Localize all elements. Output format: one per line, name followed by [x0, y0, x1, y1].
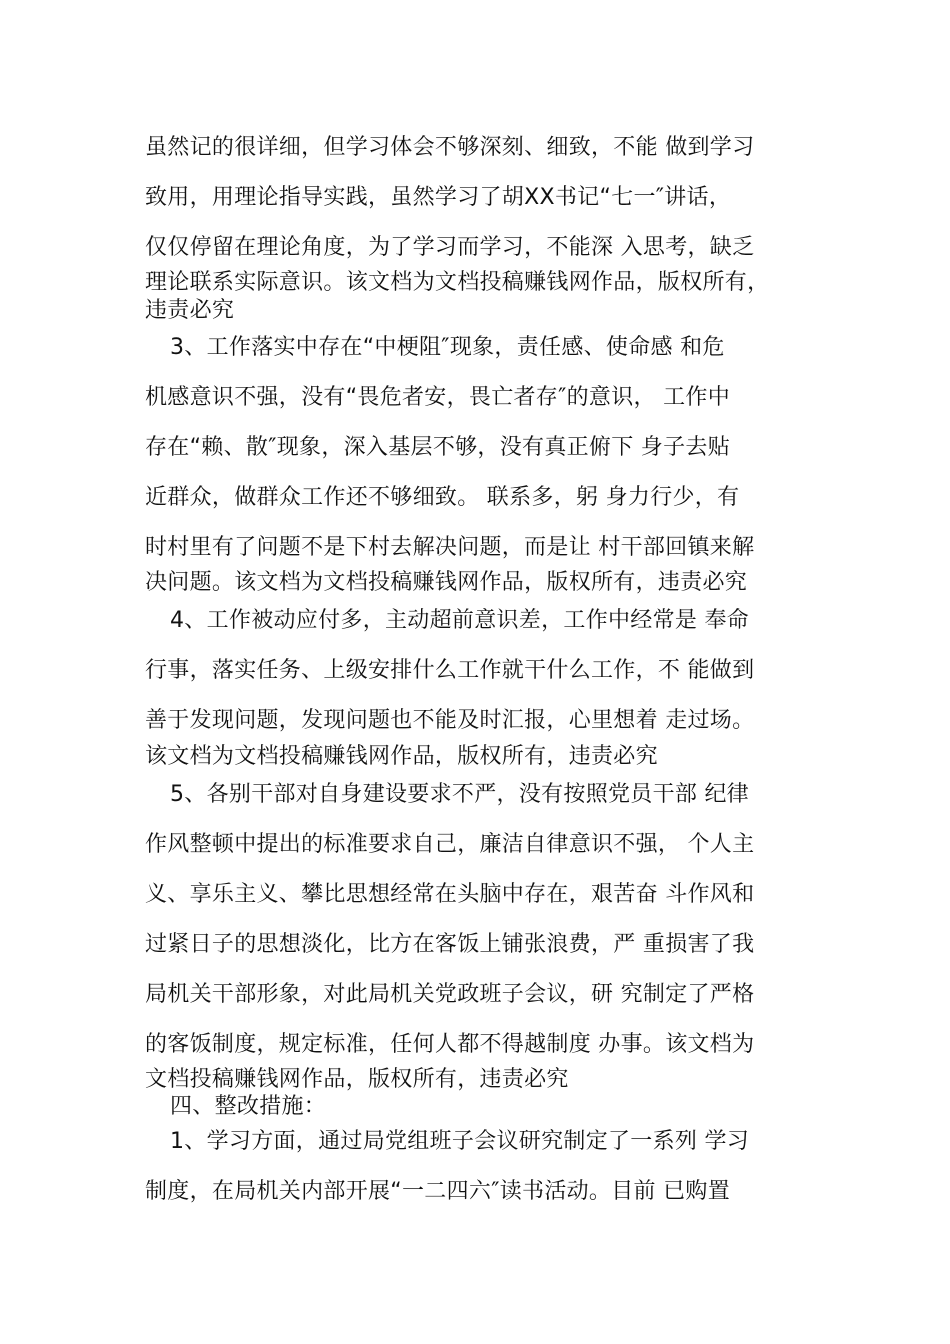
paragraph-line: 理论联系实际意识。该文档为文档投稿赚钱网作品，版权所有，: [145, 270, 770, 295]
paragraph-line: 的客饭制度，规定标准，任何人都不得越制度 办事。该文档为: [145, 1032, 755, 1057]
section-heading: 四、整改措施：: [170, 1094, 327, 1119]
paragraph-line: 制度，在局机关内部开展“一二四六″读书活动。目前 已购置: [145, 1179, 731, 1204]
paragraph-line: 5、各别干部对自身建设要求不严，没有按照党员干部 纪律: [170, 782, 750, 807]
paragraph-line: 机感意识不强，没有“畏危者安，畏亡者存″的意识， 工作中: [145, 385, 731, 410]
paragraph-line: 近群众，做群众工作还不够细致。 联系多，躬 身力行少，有: [145, 485, 740, 510]
paragraph-line: 时村里有了问题不是下村去解决问题，而是让 村干部回镇来解: [145, 535, 755, 560]
paragraph-line: 局机关干部形象，对此局机关党政班子会议，研 究制定了严格: [145, 982, 755, 1007]
paragraph-line: 文档投稿赚钱网作品，版权所有，违责必究: [145, 1067, 569, 1092]
paragraph-line: 1、学习方面，通过局党组班子会议研究制定了一系列 学习: [170, 1129, 750, 1154]
paragraph-line: 义、享乐主义、攀比思想经常在头脑中存在，艰苦奋 斗作风和: [145, 882, 755, 907]
paragraph-line: 决问题。该文档为文档投稿赚钱网作品，版权所有，违责必究: [145, 570, 748, 595]
paragraph-line: 作风整顿中提出的标准要求自己，廉洁自律意识不强， 个人主: [145, 832, 755, 857]
paragraph-line: 3、工作落实中存在“中梗阻″现象，责任感、使命感 和危: [170, 335, 725, 360]
paragraph-line: 善于发现问题，发现问题也不能及时汇报，心里想着 走过场。: [145, 708, 755, 733]
paragraph-line: 该文档为文档投稿赚钱网作品，版权所有，违责必究: [145, 744, 658, 769]
paragraph-line: 过紧日子的思想淡化，比方在客饭上铺张浪费，严 重损害了我: [145, 932, 755, 957]
paragraph-line: 仅仅停留在理论角度，为了学习而学习，不能深 入思考，缺乏: [145, 235, 755, 260]
paragraph-line: 4、工作被动应付多，主动超前意识差，工作中经常是 奉命: [170, 608, 750, 633]
paragraph-line: 致用，用理论指导实践，虽然学习了胡XX书记“七一″讲话，: [145, 185, 732, 210]
paragraph-line: 违责必究: [145, 298, 235, 323]
paragraph-line: 存在“赖、散″现象，深入基层不够，没有真正俯下 身子去贴: [145, 435, 731, 460]
paragraph-line: 虽然记的很详细，但学习体会不够深刻、细致，不能 做到学习: [145, 135, 755, 160]
paragraph-line: 行事，落实任务、上级安排什么工作就干什么工作，不 能做到: [145, 658, 755, 683]
